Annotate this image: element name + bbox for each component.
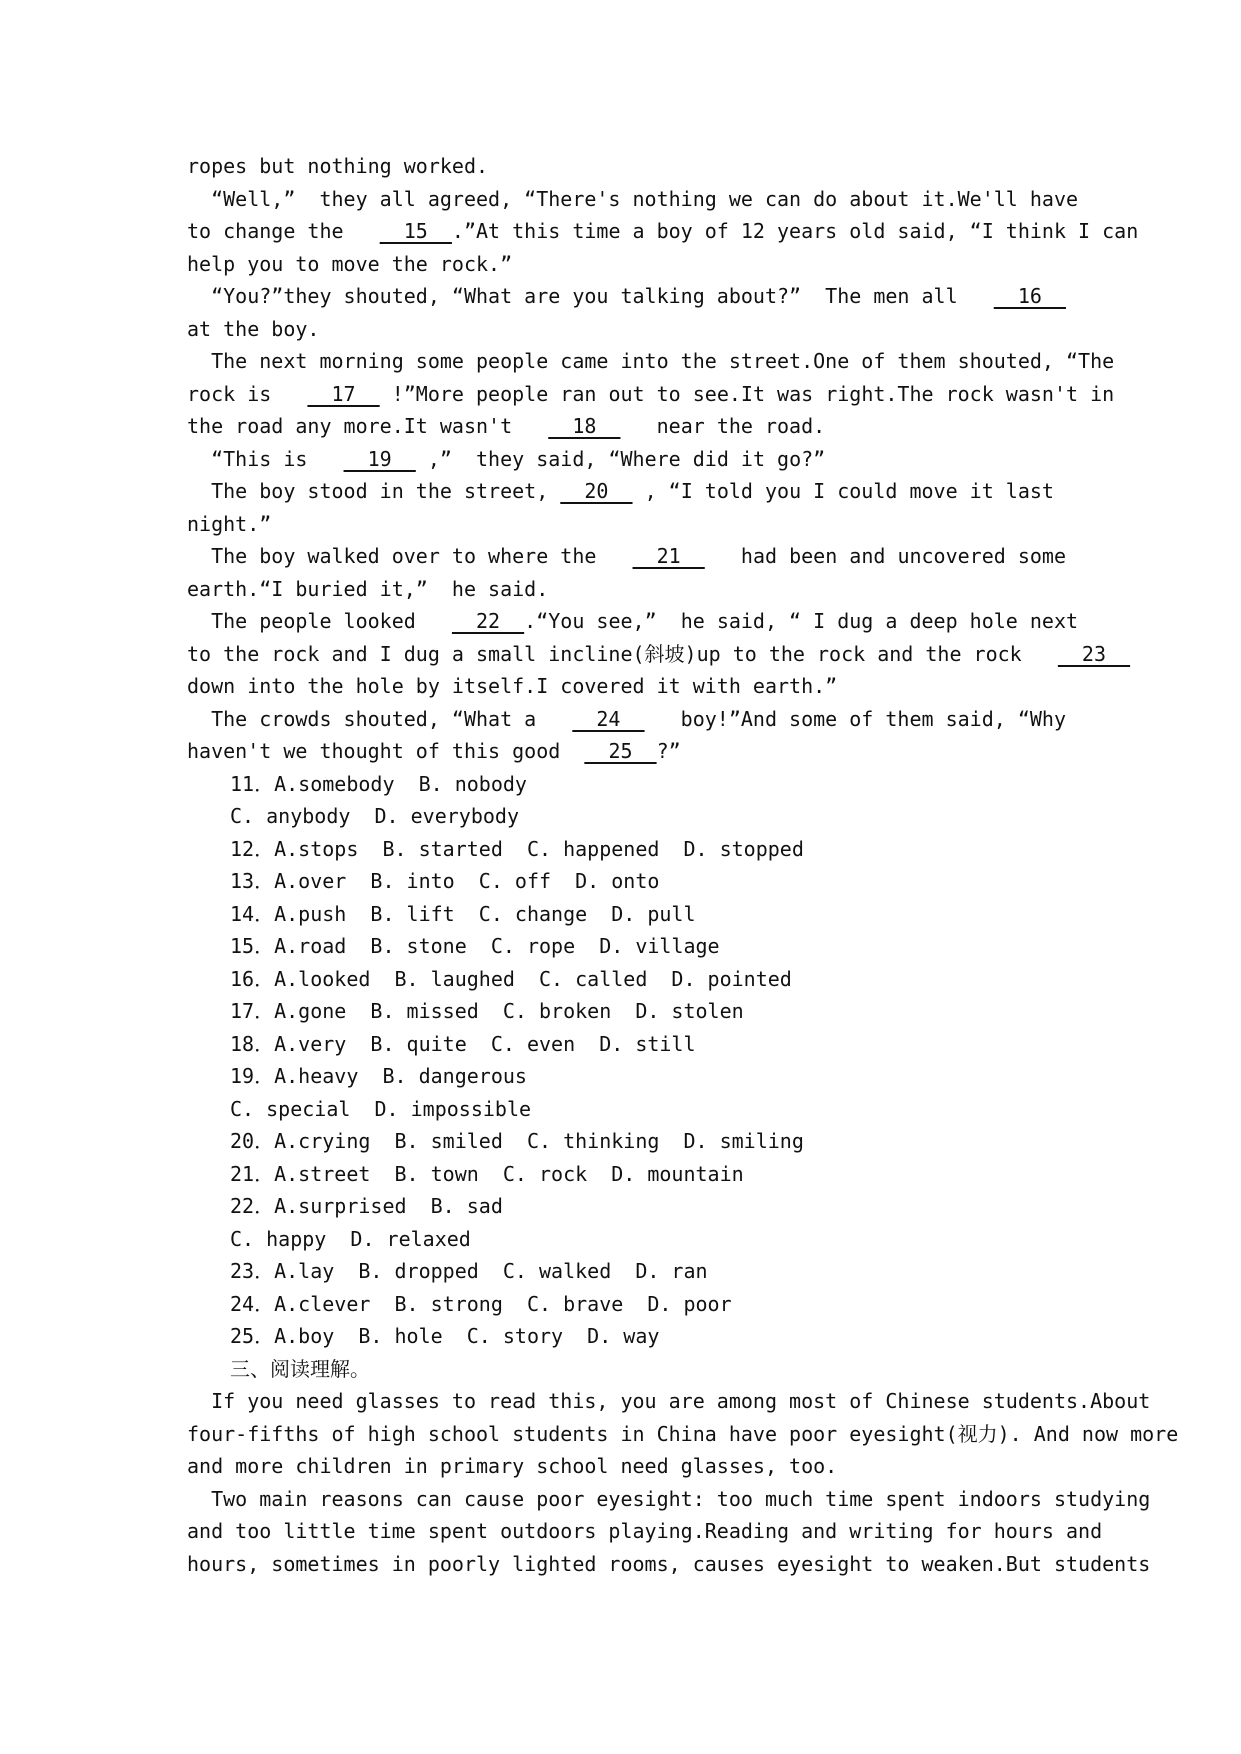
option-line: 14．A.push B. lift C. change D. pull	[230, 901, 696, 926]
blank-number: 18	[548, 414, 621, 438]
passage-line	[187, 475, 1102, 508]
option-line: 18．A.very B. quite C. even D. still	[230, 1031, 696, 1056]
blank-number: 19	[343, 446, 416, 471]
option-line: 22．A.surprised B. sad	[230, 1194, 503, 1218]
passage-line	[187, 670, 1102, 703]
passage-text: near the road.	[620, 414, 826, 438]
passage-line	[187, 215, 1139, 248]
passage-line	[187, 410, 1102, 443]
blank-number: 15	[379, 219, 452, 243]
option-line: 23．A.lay B. dropped C. walked D. ran	[230, 1259, 708, 1283]
option-line: C. happy D. relaxed	[230, 1226, 471, 1251]
passage-text: boy!”And some of them said, “Why	[644, 706, 1066, 731]
passage-text: to the rock and I dug a small incline(斜坡)up to the rock and the rock	[187, 641, 1058, 666]
passage-text: to change the	[187, 219, 380, 243]
blank-number: 25	[584, 739, 657, 763]
passage-text: had been and uncovered some	[704, 544, 1067, 568]
passage-line	[187, 248, 1102, 281]
passage-text: down into the hole by itself.I covered it with earth.”	[187, 674, 838, 698]
section-heading: 三、阅读理解。	[230, 1356, 370, 1381]
passage-text: .“You see,” he said, “ I dug a deep hole next	[524, 609, 1079, 633]
passage-text: help you to move the rock.”	[187, 251, 513, 276]
passage-line	[187, 183, 1102, 216]
option-line: 21．A.street B. town C. rock D. mountain	[230, 1161, 744, 1186]
passage-text: “This is	[187, 446, 344, 471]
answer-options	[187, 768, 1102, 1353]
option-line: C. special D. impossible	[230, 1096, 532, 1121]
blank-number: 23	[1057, 641, 1131, 666]
blank-number: 16	[993, 284, 1066, 308]
passage-line	[187, 443, 1102, 476]
blank-number: 20	[560, 479, 633, 503]
passage-line	[187, 605, 1102, 638]
reading-line: If you need glasses to read this, you are among most of Chinese students.About	[187, 1389, 1151, 1413]
passage-text: The crowds shouted, “What a	[187, 706, 573, 731]
passage-text: rock is	[187, 381, 308, 406]
passage-line	[187, 540, 1102, 573]
option-line: 15．A.road B. stone C. rope D. village	[230, 934, 720, 958]
passage-text: earth.“I buried it,” he said.	[187, 576, 549, 601]
passage-text: haven't we thought of this good	[187, 739, 585, 763]
reading-line: Two main reasons can cause poor eyesight: too much time spent indoors studying	[187, 1486, 1151, 1511]
cloze-passage	[187, 150, 1139, 768]
passage-line	[187, 508, 1102, 541]
passage-text: The boy walked over to where the	[187, 544, 633, 568]
passage-line	[187, 735, 1102, 768]
passage-line	[187, 573, 1102, 606]
document-page	[187, 150, 1179, 1580]
passage-text: .”At this time a boy of 12 years old said, “I think I can	[451, 219, 1139, 243]
passage-text: ropes but nothing worked.	[187, 154, 489, 178]
passage-text: night.”	[187, 511, 272, 536]
option-line: 24．A.clever B. strong C. brave D. poor	[230, 1291, 732, 1316]
option-line: 25．A.boy B. hole C. story D. way	[230, 1324, 660, 1348]
passage-line	[187, 150, 1102, 183]
passage-text: , “I told you I could move it last	[632, 479, 1054, 503]
passage-line	[187, 638, 1131, 671]
reading-line: four-fifths of high school students in China have poor eyesight(视力). And now more	[187, 1421, 1179, 1446]
blank-number: 22	[451, 609, 525, 633]
option-line: 11．A.somebody B. nobody	[230, 771, 527, 796]
passage-text: The next morning some people came into the street.One of them shouted, “The	[187, 349, 1115, 373]
passage-line	[187, 703, 1102, 736]
option-line: 12．A.stops B. started C. happened D. stopped	[230, 836, 804, 861]
blank-number: 24	[572, 706, 645, 731]
option-line: 19．A.heavy B. dangerous	[230, 1064, 527, 1088]
passage-text: at the boy.	[187, 316, 320, 341]
passage-text: ?”	[656, 739, 681, 763]
option-line: 16．A.looked B. laughed C. called D. pointed	[230, 966, 792, 991]
passage-line	[187, 345, 1115, 378]
passage-text: ,” they said, “Where did it go?”	[415, 446, 826, 471]
passage-line	[187, 280, 1102, 313]
passage-line	[187, 313, 1102, 346]
passage-text: “Well,” they all agreed, “There's nothing we can do about it.We'll have	[187, 186, 1079, 211]
blank-number: 17	[307, 381, 380, 406]
passage-text: the road any more.It wasn't	[187, 414, 549, 438]
reading-line: and more children in primary school need glasses, too.	[187, 1454, 838, 1478]
reading-line: hours, sometimes in poorly lighted rooms, causes eyesight to weaken.But students	[187, 1551, 1151, 1576]
passage-text: “You?”they shouted, “What are you talking about?” The men all	[187, 284, 994, 308]
option-line: 17．A.gone B. missed C. broken D. stolen	[230, 999, 744, 1023]
reading-passage	[187, 1385, 1179, 1580]
option-line: 20．A.crying B. smiled C. thinking D. smiling	[230, 1129, 804, 1153]
passage-line	[187, 378, 1115, 411]
passage-text: The boy stood in the street,	[187, 479, 561, 503]
blank-number: 21	[632, 544, 705, 568]
option-line: 13．A.over B. into C. off D. onto	[230, 869, 660, 893]
option-line: C. anybody D. everybody	[230, 804, 519, 828]
passage-text: The people looked	[187, 609, 452, 633]
reading-line: and too little time spent outdoors playing.Reading and writing for hours and	[187, 1519, 1103, 1543]
passage-text: !”More people ran out to see.It was right.The rock wasn't in	[379, 381, 1115, 406]
